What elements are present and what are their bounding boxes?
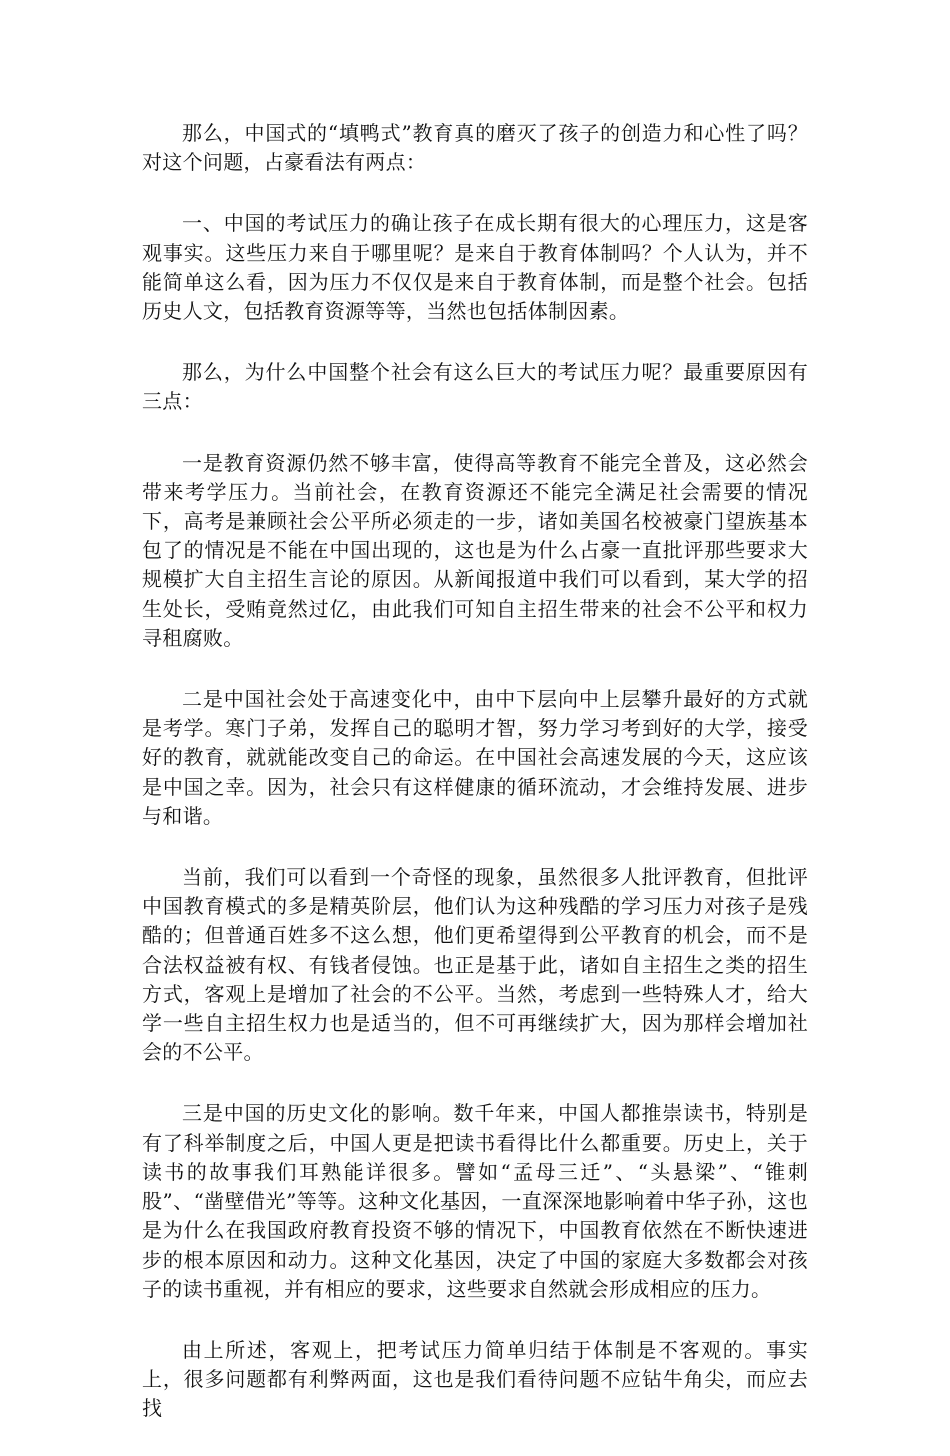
paragraph-reason-one: 一是教育资源仍然不够丰富，使得高等教育不能完全普及，这必然会带来考学压力。当前社会，在教育资源还不能完全满足社会需要的情况下，高考是兼顾社会公平所必须走的一步，诸如美国名校被豪门望族基本包了的情况是不能在中国出现的，这也是为什么占豪一直批评那些要求大规模扩大自主招生言论的原因。从新闻报道中我们可以看到，某大学的招生处长，受贿竟然过亿，由此我们可知自主招生带来的社会不公平和权力寻租腐败。 — [142, 450, 808, 650]
paragraph-current-phenomenon: 当前，我们可以看到一个奇怪的现象，虽然很多人批评教育，但批评中国教育模式的多是精英阶层，他们认为这种残酷的学习压力对孩子是残酷的；但普通百姓多不这么想，他们更希望得到公平教育的机会，而不是合法权益被有权、有钱者侵蚀。也正是基于此，诸如自主招生之类的招生方式，客观上是增加了社会的不公平。当然，考虑到一些特殊人才，给大学一些自主招生权力也是适当的，但不可再继续扩大，因为那样会增加社会的不公平。 — [142, 865, 808, 1065]
paragraph-summary: 由上所述，客观上，把考试压力简单归结于体制是不客观的。事实上，很多问题都有利弊两面，这也是我们看待问题不应钻牛角尖，而应去找 — [142, 1337, 808, 1421]
document-body — [142, 119, 808, 1456]
paragraph-point-one: 一、中国的考试压力的确让孩子在成长期有很大的心理压力，这是客观事实。这些压力来自于哪里呢？是来自于教育体制吗？个人认为，并不能简单这么看，因为压力不仅仅是来自于教育体制，而是整个社会。包括历史人文，包括教育资源等等，当然也包括体制因素。 — [142, 211, 808, 324]
paragraph-reason-three: 三是中国的历史文化的影响。数千年来，中国人都推崇读书，特别是有了科举制度之后，中国人更是把读书看得比什么都重要。历史上，关于读书的故事我们耳熟能详很多。譬如“孟母三迁”、“头悬梁”、“锥刺股”、“凿壁借光”等等。这种文化基因，一直深深地影响着中华子孙，这也是为什么在我国政府教育投资不够的情况下，中国教育依然在不断快速进步的根本原因和动力。这种文化基因，决定了中国的家庭大多数都会对孩子的读书重视，并有相应的要求，这些要求自然就会形成相应的压力。 — [142, 1101, 808, 1301]
paragraph-reason-two: 二是中国社会处于高速变化中，由中下层向中上层攀升最好的方式就是考学。寒门子弟，发挥自己的聪明才智，努力学习考到好的大学，接受好的教育，就就能改变自己的命运。在中国社会高速发展的今天，这应该是中国之幸。因为，社会只有这样健康的循环流动，才会维持发展、进步与和谐。 — [142, 687, 808, 828]
paragraph-intro-question: 那么，中国式的“填鸭式”教育真的磨灭了孩子的创造力和心性了吗？对这个问题，占豪看法有两点： — [142, 121, 808, 175]
paragraph-three-reasons: 那么，为什么中国整个社会有这么巨大的考试压力呢？最重要原因有三点： — [142, 360, 808, 414]
